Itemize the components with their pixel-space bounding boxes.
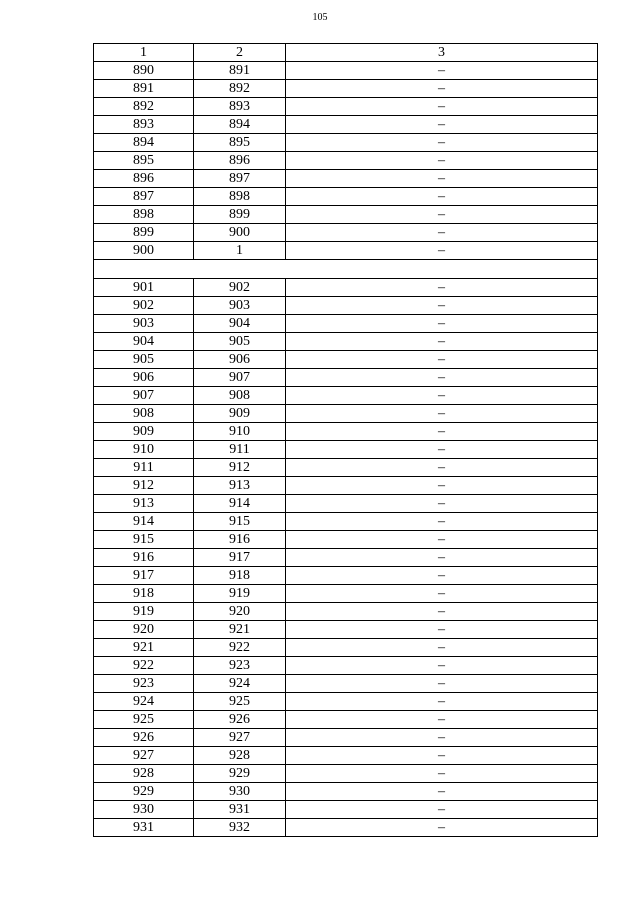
table-cell-col-1: 925 <box>94 711 194 729</box>
table-row <box>94 531 598 549</box>
table-cell-col-3: – <box>286 188 598 206</box>
table-cell-col-2: 900 <box>194 224 286 242</box>
table-cell-col-1: 913 <box>94 495 194 513</box>
table-cell-col-2: 924 <box>194 675 286 693</box>
table-row <box>94 333 598 351</box>
table-cell-col-3: – <box>286 441 598 459</box>
table-row <box>94 188 598 206</box>
table-cell-col-3: – <box>286 639 598 657</box>
table-cell-col-3: – <box>286 585 598 603</box>
table-row <box>94 585 598 603</box>
separator-cell <box>94 260 598 279</box>
table-row <box>94 549 598 567</box>
table-cell-col-2: 892 <box>194 80 286 98</box>
table-cell-col-3: – <box>286 242 598 260</box>
table-cell-col-2: 899 <box>194 206 286 224</box>
table-row <box>94 747 598 765</box>
table-row <box>94 765 598 783</box>
table-row <box>94 693 598 711</box>
table-row <box>94 801 598 819</box>
table-cell-col-2: 902 <box>194 279 286 297</box>
table-cell-col-1: 899 <box>94 224 194 242</box>
table-cell-col-2: 930 <box>194 783 286 801</box>
table-cell-col-1: 908 <box>94 405 194 423</box>
table-cell-col-3: – <box>286 477 598 495</box>
table-row <box>94 657 598 675</box>
table-row <box>94 224 598 242</box>
table-cell-col-2: 896 <box>194 152 286 170</box>
table-row <box>94 152 598 170</box>
table-cell-col-1: 910 <box>94 441 194 459</box>
table-cell-col-3: – <box>286 549 598 567</box>
table-row <box>94 675 598 693</box>
table-row <box>94 603 598 621</box>
table-cell-col-2: 931 <box>194 801 286 819</box>
table-cell-col-1: 892 <box>94 98 194 116</box>
table-row <box>94 279 598 297</box>
table-cell-col-3: – <box>286 783 598 801</box>
table-cell-col-1: 922 <box>94 657 194 675</box>
table-row <box>94 80 598 98</box>
table-cell-col-3: – <box>286 747 598 765</box>
table-row <box>94 387 598 405</box>
table-cell-col-2: 909 <box>194 405 286 423</box>
table-row <box>94 170 598 188</box>
table-cell-col-1: 928 <box>94 765 194 783</box>
table-cell-col-1: 929 <box>94 783 194 801</box>
table-cell-col-1: 927 <box>94 747 194 765</box>
table-cell-col-2: 928 <box>194 747 286 765</box>
table-cell-col-2: 905 <box>194 333 286 351</box>
table-cell-col-2: 920 <box>194 603 286 621</box>
table-row <box>94 621 598 639</box>
table-cell-col-1: 931 <box>94 819 194 837</box>
table-row <box>94 297 598 315</box>
table-cell-col-2: 925 <box>194 693 286 711</box>
table-cell-col-1: 919 <box>94 603 194 621</box>
table-cell-col-3: – <box>286 531 598 549</box>
table-cell-col-2: 916 <box>194 531 286 549</box>
table-cell-col-3: – <box>286 801 598 819</box>
table-cell-col-1: 897 <box>94 188 194 206</box>
table-separator <box>94 260 598 279</box>
table-cell-col-3: – <box>286 116 598 134</box>
table-cell-col-3: – <box>286 80 598 98</box>
table-cell-col-1: 915 <box>94 531 194 549</box>
table-row <box>94 116 598 134</box>
table-cell-col-3: – <box>286 711 598 729</box>
table-body-group-2 <box>94 279 598 837</box>
table-row <box>94 495 598 513</box>
table-cell-col-2: 895 <box>194 134 286 152</box>
table-cell-col-2: 929 <box>194 765 286 783</box>
table-cell-col-3: – <box>286 405 598 423</box>
data-table <box>93 43 598 837</box>
table-cell-col-1: 917 <box>94 567 194 585</box>
table-row <box>94 459 598 477</box>
table-cell-col-1: 891 <box>94 80 194 98</box>
table-cell-col-3: – <box>286 729 598 747</box>
column-header-2: 2 <box>194 44 286 62</box>
table-row <box>94 206 598 224</box>
table-cell-col-1: 890 <box>94 62 194 80</box>
table-cell-col-1: 903 <box>94 315 194 333</box>
table-row <box>94 98 598 116</box>
table-cell-col-1: 906 <box>94 369 194 387</box>
table-cell-col-1: 924 <box>94 693 194 711</box>
table-cell-col-1: 926 <box>94 729 194 747</box>
table-row <box>94 819 598 837</box>
table-row <box>94 423 598 441</box>
table-row <box>94 405 598 423</box>
table-cell-col-1: 896 <box>94 170 194 188</box>
table-cell-col-3: – <box>286 693 598 711</box>
table-cell-col-1: 900 <box>94 242 194 260</box>
table-cell-col-2: 917 <box>194 549 286 567</box>
table-cell-col-2: 897 <box>194 170 286 188</box>
table-cell-col-3: – <box>286 657 598 675</box>
table-cell-col-2: 906 <box>194 351 286 369</box>
table-cell-col-2: 908 <box>194 387 286 405</box>
table-cell-col-3: – <box>286 279 598 297</box>
table-cell-col-3: – <box>286 224 598 242</box>
table-cell-col-3: – <box>286 459 598 477</box>
table-cell-col-2: 891 <box>194 62 286 80</box>
table-cell-col-3: – <box>286 351 598 369</box>
table-cell-col-1: 918 <box>94 585 194 603</box>
table-cell-col-1: 895 <box>94 152 194 170</box>
table-cell-col-1: 898 <box>94 206 194 224</box>
table-cell-col-3: – <box>286 170 598 188</box>
table-cell-col-2: 894 <box>194 116 286 134</box>
table-cell-col-3: – <box>286 621 598 639</box>
table-cell-col-2: 927 <box>194 729 286 747</box>
table-header <box>94 44 598 62</box>
table-cell-col-1: 916 <box>94 549 194 567</box>
table-row <box>94 134 598 152</box>
table-cell-col-1: 920 <box>94 621 194 639</box>
table-body-group-1 <box>94 62 598 260</box>
table-cell-col-2: 915 <box>194 513 286 531</box>
table-cell-col-1: 912 <box>94 477 194 495</box>
table-row <box>94 711 598 729</box>
table-cell-col-3: – <box>286 134 598 152</box>
table-cell-col-3: – <box>286 675 598 693</box>
table-cell-col-2: 932 <box>194 819 286 837</box>
table-cell-col-1: 907 <box>94 387 194 405</box>
table-row <box>94 783 598 801</box>
table-cell-col-2: 926 <box>194 711 286 729</box>
table-cell-col-1: 909 <box>94 423 194 441</box>
table-cell-col-2: 910 <box>194 423 286 441</box>
table-cell-col-3: – <box>286 152 598 170</box>
table-cell-col-1: 914 <box>94 513 194 531</box>
table-cell-col-3: – <box>286 333 598 351</box>
table-cell-col-2: 918 <box>194 567 286 585</box>
table-cell-col-2: 1 <box>194 242 286 260</box>
table-cell-col-3: – <box>286 567 598 585</box>
table-cell-col-2: 921 <box>194 621 286 639</box>
table-cell-col-3: – <box>286 765 598 783</box>
table-row <box>94 62 598 80</box>
table-row <box>94 441 598 459</box>
table-cell-col-1: 893 <box>94 116 194 134</box>
table-cell-col-2: 911 <box>194 441 286 459</box>
table-cell-col-1: 923 <box>94 675 194 693</box>
page-number: 105 <box>312 12 328 23</box>
table-row <box>94 567 598 585</box>
table-cell-col-3: – <box>286 369 598 387</box>
table-cell-col-3: – <box>286 495 598 513</box>
table-cell-col-1: 902 <box>94 297 194 315</box>
table-header-row <box>94 44 598 62</box>
table-cell-col-2: 912 <box>194 459 286 477</box>
table-cell-col-3: – <box>286 423 598 441</box>
table-cell-col-2: 907 <box>194 369 286 387</box>
table-row <box>94 242 598 260</box>
table-cell-col-2: 903 <box>194 297 286 315</box>
table-cell-col-1: 921 <box>94 639 194 657</box>
column-header-1: 1 <box>94 44 194 62</box>
table-cell-col-2: 922 <box>194 639 286 657</box>
table-row <box>94 729 598 747</box>
table-cell-col-1: 911 <box>94 459 194 477</box>
separator-row <box>94 260 598 279</box>
table-row <box>94 369 598 387</box>
table-cell-col-1: 894 <box>94 134 194 152</box>
table-cell-col-2: 898 <box>194 188 286 206</box>
table-cell-col-3: – <box>286 387 598 405</box>
table-cell-col-1: 905 <box>94 351 194 369</box>
table-cell-col-2: 893 <box>194 98 286 116</box>
table-cell-col-3: – <box>286 206 598 224</box>
table-row <box>94 315 598 333</box>
table-cell-col-2: 914 <box>194 495 286 513</box>
table-row <box>94 639 598 657</box>
table-row <box>94 513 598 531</box>
table-cell-col-3: – <box>286 62 598 80</box>
table-row <box>94 351 598 369</box>
table-cell-col-1: 904 <box>94 333 194 351</box>
table-cell-col-1: 901 <box>94 279 194 297</box>
table-cell-col-3: – <box>286 315 598 333</box>
table-row <box>94 477 598 495</box>
table-cell-col-3: – <box>286 513 598 531</box>
table-cell-col-2: 913 <box>194 477 286 495</box>
table-cell-col-1: 930 <box>94 801 194 819</box>
column-header-3: 3 <box>286 44 598 62</box>
table-cell-col-2: 919 <box>194 585 286 603</box>
table-cell-col-2: 904 <box>194 315 286 333</box>
table-cell-col-3: – <box>286 297 598 315</box>
table-cell-col-2: 923 <box>194 657 286 675</box>
table-cell-col-3: – <box>286 819 598 837</box>
table-cell-col-3: – <box>286 98 598 116</box>
table-cell-col-3: – <box>286 603 598 621</box>
